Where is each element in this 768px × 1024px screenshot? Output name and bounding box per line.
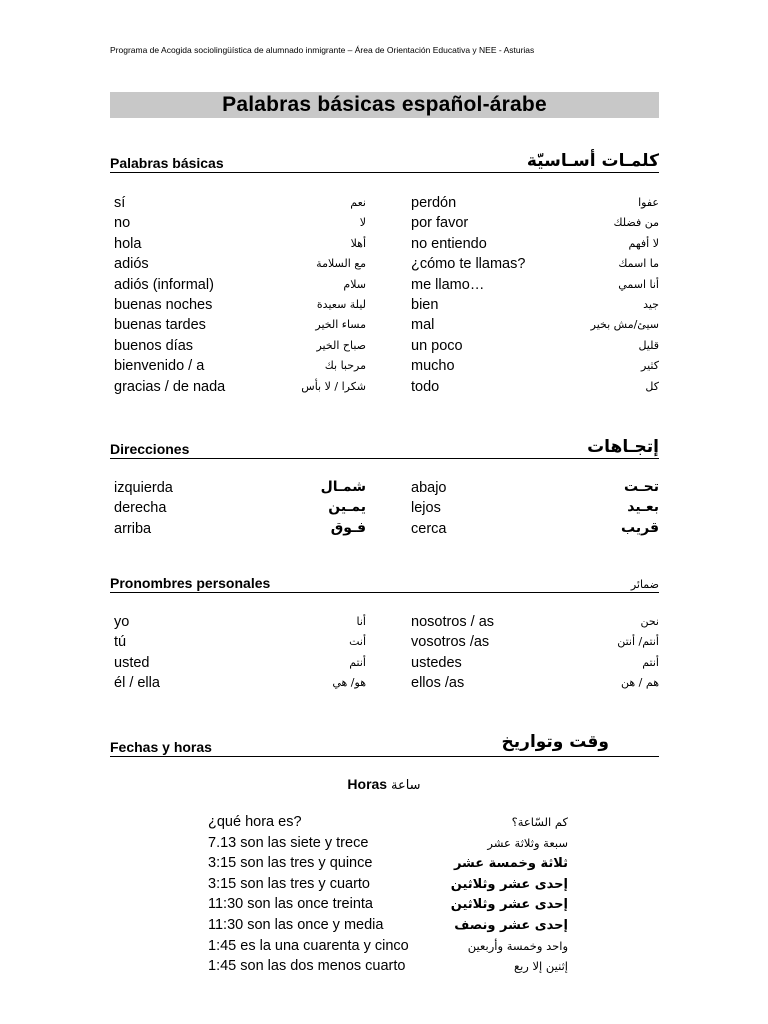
spanish-word: adiós (informal) — [114, 276, 214, 293]
spanish-word: yo — [114, 614, 130, 630]
spanish-word: mal — [411, 317, 435, 334]
spanish-word: un poco — [411, 337, 463, 354]
arabic-word: أنا — [356, 615, 366, 628]
spanish-word: hola — [114, 235, 142, 252]
spanish-word: no — [114, 215, 131, 232]
spanish-word: buenas noches — [114, 296, 213, 313]
spanish-word: por favor — [411, 215, 469, 232]
spanish-phrase: 1:45 es la una cuarenta y cinco — [208, 937, 409, 954]
spanish-phrase: 11:30 son las once y media — [208, 916, 384, 933]
spanish-word: vosotros /as — [411, 634, 490, 651]
arabic-phrase: إثنين إلا ربع — [513, 959, 568, 974]
arabic-word: نعم — [350, 196, 366, 209]
arabic-word: عفوا — [638, 196, 659, 209]
spanish-word: tú — [114, 634, 127, 651]
arabic-word: مساء الخير — [315, 318, 366, 332]
vocab-row — [114, 317, 659, 337]
title-bar — [110, 92, 659, 118]
spanish-word: nosotros / as — [411, 614, 495, 630]
spanish-word: ¿cómo te llamas? — [411, 256, 526, 273]
horas-list — [208, 814, 568, 979]
spanish-phrase: 11:30 son las once treinta — [208, 896, 373, 913]
spanish-phrase: 3:15 son las tres y cuarto — [208, 875, 370, 892]
vocab-row — [114, 655, 659, 675]
hora-row — [208, 855, 568, 876]
spanish-word: mucho — [411, 358, 455, 375]
vocab-list-basicas — [114, 195, 659, 399]
spanish-word: derecha — [114, 500, 167, 517]
arabic-word: أنت — [349, 635, 366, 649]
spanish-phrase: 7.13 son las siete y trece — [208, 834, 369, 851]
arabic-word: أنتم — [349, 655, 366, 669]
spanish-word: todo — [411, 378, 440, 395]
vocab-row — [114, 480, 659, 500]
arabic-word: كثير — [641, 359, 659, 373]
vocab-row — [114, 675, 659, 695]
arabic-word: هو/ هي — [332, 676, 366, 690]
arabic-word: أنا اسمي — [618, 277, 659, 291]
hora-row — [208, 958, 568, 979]
arabic-word: سيئ/مش بخير — [590, 318, 659, 332]
spanish-word: me llamo… — [411, 276, 485, 293]
arabic-phrase: سبعة وثلاثة عشر — [487, 835, 568, 850]
arabic-word: قريب — [621, 519, 659, 536]
section-header-pronombres — [110, 570, 659, 593]
spanish-word: izquierda — [114, 480, 173, 496]
vocab-row — [114, 634, 659, 654]
hora-row — [208, 876, 568, 897]
section-title-ar: كلمـات أسـاسيّة — [526, 151, 659, 171]
arabic-word: فـوق — [330, 519, 366, 536]
spanish-word: perdón — [411, 195, 457, 211]
spanish-word: gracias / de nada — [114, 378, 226, 395]
hora-row — [208, 938, 568, 959]
arabic-word: أنتم/ أنتن — [617, 635, 659, 649]
spanish-phrase: ¿qué hora es? — [208, 814, 302, 830]
vocab-row — [114, 277, 659, 297]
section-header-basicas — [110, 150, 659, 173]
arabic-phrase: إحدى عشر وثلاثين — [450, 897, 568, 913]
arabic-word: لا أفهم — [628, 236, 659, 250]
spanish-word: no entiendo — [411, 235, 487, 252]
section-title-es: Fechas y horas — [110, 739, 212, 755]
arabic-word: ليلة سعيدة — [316, 297, 366, 311]
arabic-phrase: كم السّاعة؟ — [511, 815, 568, 829]
vocab-row — [114, 358, 659, 378]
spanish-word: sí — [114, 195, 126, 211]
arabic-word: بعـيد — [627, 499, 659, 516]
spanish-word: bien — [411, 296, 439, 313]
hora-row — [208, 835, 568, 856]
vocab-row — [114, 379, 659, 399]
arabic-word: صباح الخير — [316, 338, 366, 352]
document-header: Programa de Acogida sociolingüística de alumnado inmigrante – Área de Orientación Educativa y NEE - Asturias — [110, 45, 535, 55]
vocab-row — [114, 338, 659, 358]
vocab-list-pronombres — [114, 614, 659, 696]
arabic-word: هم / هن — [621, 676, 659, 690]
hora-row — [208, 917, 568, 938]
arabic-word: يمـين — [328, 499, 366, 516]
spanish-word: arriba — [114, 520, 152, 537]
arabic-word: شمـال — [320, 479, 366, 495]
arabic-phrase: واحد وخمسة وأربعين — [467, 938, 568, 953]
arabic-word: تحـت — [624, 479, 659, 495]
vocab-row — [114, 236, 659, 256]
section-title-es: Palabras básicas — [110, 155, 224, 171]
spanish-word: cerca — [411, 520, 447, 537]
arabic-phrase: ثلاثة وخمسة عشر — [453, 856, 568, 872]
hora-row — [208, 814, 568, 835]
spanish-word: él / ella — [114, 675, 160, 692]
arabic-word: جيد — [643, 297, 659, 311]
spanish-word: usted — [114, 654, 150, 671]
arabic-phrase: إحدى عشر ونصف — [454, 917, 568, 933]
section-header-direcciones — [110, 436, 659, 459]
vocab-row — [114, 256, 659, 276]
vocab-row — [114, 521, 659, 541]
spanish-word: ustedes — [411, 654, 462, 671]
spanish-word: bienvenido / a — [114, 358, 205, 375]
arabic-word: مرحبا بك — [324, 359, 366, 373]
section-title-ar: وقت وتواريخ — [501, 732, 609, 752]
vocab-row — [114, 297, 659, 317]
vocab-row — [114, 195, 659, 215]
spanish-word: lejos — [411, 500, 441, 517]
horas-title-es: Horas — [347, 776, 388, 792]
section-title-es: Direcciones — [110, 441, 190, 457]
arabic-word: لا — [359, 216, 366, 230]
vocab-row — [114, 500, 659, 520]
spanish-phrase: 1:45 son las dos menos cuarto — [208, 958, 406, 975]
arabic-word: مع السلامة — [316, 257, 366, 271]
arabic-word: ما اسمك — [618, 257, 659, 271]
spanish-word: buenas tardes — [114, 317, 206, 334]
arabic-phrase: إحدى عشر وثلاثين — [450, 876, 568, 892]
arabic-word: كل — [645, 379, 659, 393]
page-title: Palabras básicas español-árabe — [222, 93, 547, 116]
vocab-row — [114, 614, 659, 634]
section-title-es: Pronombres personales — [110, 575, 271, 591]
arabic-word: قليل — [638, 338, 659, 352]
section-title-ar: ضمائر — [630, 578, 659, 591]
horas-subtitle — [0, 776, 768, 793]
arabic-word: شكرا / لا بأس — [301, 379, 366, 393]
spanish-phrase: 3:15 son las tres y quince — [208, 855, 373, 872]
arabic-word: سلام — [343, 277, 366, 291]
arabic-word: من فضلك — [613, 216, 659, 230]
arabic-word: نحن — [640, 615, 659, 628]
horas-title-ar: ساعة — [390, 778, 421, 793]
vocab-row — [114, 215, 659, 235]
spanish-word: buenos días — [114, 337, 194, 354]
spanish-word: abajo — [411, 480, 447, 496]
vocab-list-direcciones — [114, 480, 659, 541]
spanish-word: adiós — [114, 256, 149, 273]
hora-row — [208, 896, 568, 917]
arabic-word: أنتم — [642, 655, 659, 669]
section-header-fechas — [110, 734, 659, 757]
arabic-word: أهلا — [350, 236, 366, 250]
section-title-ar: إتجـاهات — [587, 437, 659, 457]
spanish-word: ellos /as — [411, 675, 465, 692]
